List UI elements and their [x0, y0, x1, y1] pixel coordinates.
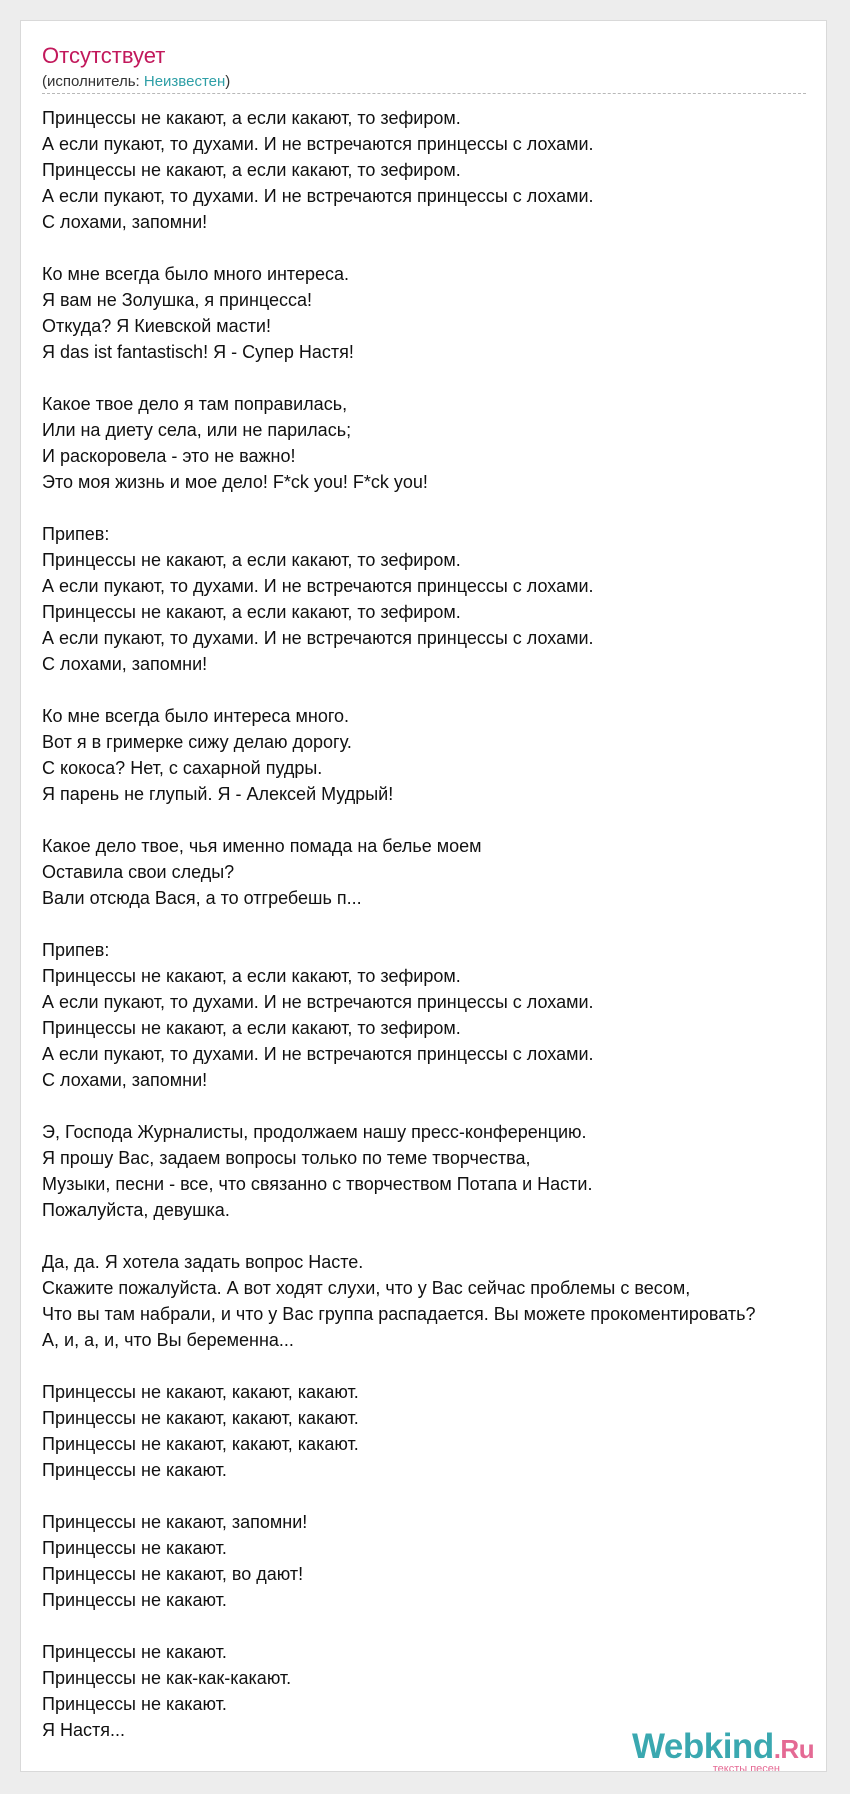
- lyric-line: Принцессы не какают.: [42, 1590, 227, 1610]
- song-title: Отсутствует: [42, 43, 166, 68]
- title-divider: [42, 93, 806, 94]
- lyrics-body: [42, 105, 827, 1769]
- lyric-line: А если пукают, то духами. И не встречаются принцессы с лохами.: [42, 992, 594, 1012]
- logo-tagline: тексты песен: [712, 1763, 780, 1772]
- lyric-line: Принцессы не какают, а если какают, то зефиром.: [42, 160, 461, 180]
- artist-suffix: ): [225, 73, 231, 90]
- lyrics-stanza: [42, 261, 827, 365]
- lyric-line: Э, Господа Журналисты, продолжаем нашу пресс-конференцию.: [42, 1122, 587, 1142]
- lyrics-stanza: [42, 937, 827, 1093]
- lyrics-card: [20, 20, 827, 1772]
- lyric-line: Принцессы не какают, а если какают, то зефиром.: [42, 966, 461, 986]
- artist-link[interactable]: Неизвестен: [143, 73, 226, 90]
- lyric-line: Принцессы не какают, запомни!: [42, 1512, 308, 1532]
- lyric-line: Ко мне всегда было интереса много.: [42, 706, 350, 726]
- lyric-line: Я das ist fantastisch! Я - Супер Настя!: [42, 342, 354, 362]
- logo-tld: .Ru: [773, 1734, 815, 1764]
- lyric-line: Принцессы не какают.: [42, 1538, 227, 1558]
- artist-prefix: (исполнитель:: [42, 73, 144, 90]
- lyric-line: Принцессы не какают.: [42, 1694, 227, 1714]
- lyric-line: Принцессы не какают, а если какают, то зефиром.: [42, 602, 461, 622]
- lyric-line: И раскоровела - это не важно!: [42, 446, 296, 466]
- lyric-line: Припев:: [42, 940, 110, 960]
- logo-wordmark: [632, 1728, 814, 1768]
- lyric-line: Припев:: [42, 524, 110, 544]
- lyric-line: Да, да. Я хотела задать вопрос Насте.: [42, 1252, 364, 1272]
- lyrics-stanza: [42, 521, 827, 677]
- lyric-line: Принцессы не какают.: [42, 1460, 227, 1480]
- lyrics-stanza: [42, 1379, 827, 1483]
- lyric-line: А, и, а, и, что Вы беременна...: [42, 1330, 294, 1350]
- lyric-line: Скажите пожалуйста. А вот ходят слухи, что у Вас сейчас проблемы с весом,: [42, 1278, 691, 1298]
- lyric-line: Принцессы не какают.: [42, 1642, 227, 1662]
- lyric-line: С лохами, запомни!: [42, 654, 208, 674]
- lyric-line: Принцессы не какают, а если какают, то зефиром.: [42, 550, 461, 570]
- logo-name: Webkind: [632, 1727, 774, 1766]
- lyrics-stanza: [42, 833, 827, 911]
- lyric-line: А если пукают, то духами. И не встречаются принцессы с лохами.: [42, 186, 594, 206]
- lyric-line: Я прошу Вас, задаем вопросы только по теме творчества,: [42, 1148, 531, 1168]
- lyrics-stanza: [42, 1249, 827, 1353]
- lyric-line: Принцессы не какают, какают, какают.: [42, 1434, 359, 1454]
- lyric-line: Или на диету села, или не парилась;: [42, 420, 352, 440]
- lyric-line: Я парень не глупый. Я - Алексей Мудрый!: [42, 784, 394, 804]
- webkind-logo[interactable]: [632, 1728, 822, 1772]
- lyrics-stanza: [42, 1509, 827, 1613]
- lyric-line: Вали отсюда Вася, а то отгребешь п...: [42, 888, 362, 908]
- lyric-line: А если пукают, то духами. И не встречаются принцессы с лохами.: [42, 1044, 594, 1064]
- lyric-line: Принцессы не какают, а если какают, то зефиром.: [42, 108, 461, 128]
- lyrics-stanza: [42, 1119, 827, 1223]
- lyric-line: Какое твое дело я там поправилась,: [42, 394, 348, 414]
- lyrics-stanza: [42, 391, 827, 495]
- lyric-line: А если пукают, то духами. И не встречаются принцессы с лохами.: [42, 628, 594, 648]
- lyric-line: Я Настя...: [42, 1720, 126, 1740]
- lyric-line: Музыки, песни - все, что связанно с творчеством Потапа и Насти.: [42, 1174, 593, 1194]
- lyric-line: С кокоса? Нет, с сахарной пудры.: [42, 758, 323, 778]
- lyrics-stanza: [42, 105, 827, 235]
- lyric-line: Оставила свои следы?: [42, 862, 235, 882]
- lyric-line: Принцессы не какают, какают, какают.: [42, 1382, 359, 1402]
- lyric-line: Принцессы не какают, а если какают, то зефиром.: [42, 1018, 461, 1038]
- lyric-line: Это моя жизнь и мое дело! F*ck you! F*ck you!: [42, 472, 428, 492]
- lyric-line: А если пукают, то духами. И не встречаются принцессы с лохами.: [42, 576, 594, 596]
- lyric-line: С лохами, запомни!: [42, 212, 208, 232]
- artist-line: [42, 73, 230, 91]
- lyric-line: Ко мне всегда было много интереса.: [42, 264, 350, 284]
- lyric-line: Пожалуйста, девушка.: [42, 1200, 230, 1220]
- lyric-line: С лохами, запомни!: [42, 1070, 208, 1090]
- lyric-line: Принцессы не какают, во дают!: [42, 1564, 304, 1584]
- lyric-line: Принцессы не какают, какают, какают.: [42, 1408, 359, 1428]
- lyric-line: А если пукают, то духами. И не встречаются принцессы с лохами.: [42, 134, 594, 154]
- lyrics-stanza: [42, 703, 827, 807]
- lyric-line: Принцессы не как-как-какают.: [42, 1668, 292, 1688]
- lyric-line: Я вам не Золушка, я принцесса!: [42, 290, 313, 310]
- lyric-line: Что вы там набрали, и что у Вас группа распадается. Вы можете прокоментировать?: [42, 1304, 756, 1324]
- lyric-line: Вот я в гримерке сижу делаю дорогу.: [42, 732, 352, 752]
- lyric-line: Откуда? Я Киевской масти!: [42, 316, 271, 336]
- lyric-line: Какое дело твое, чья именно помада на белье моем: [42, 836, 482, 856]
